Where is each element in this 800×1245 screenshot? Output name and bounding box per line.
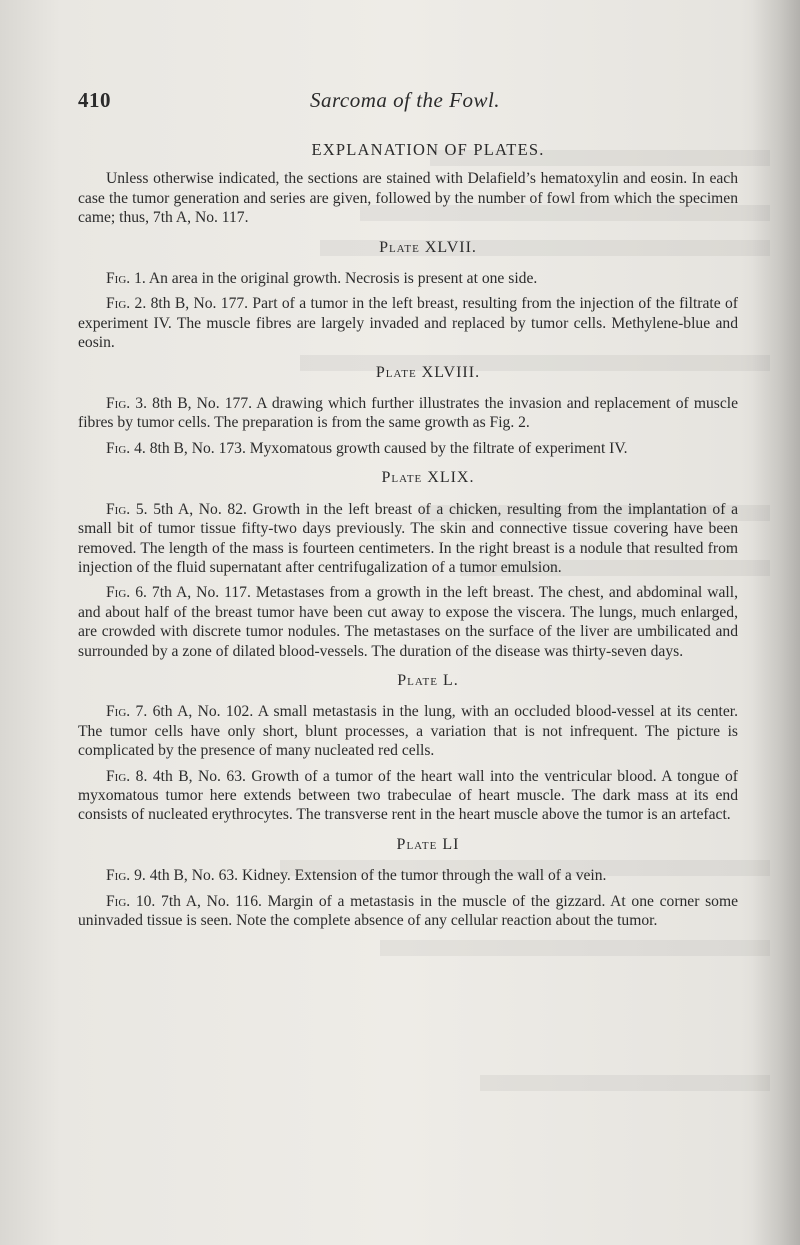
figure-label: Fig. 6. [106, 584, 147, 602]
figure-caption [78, 294, 738, 352]
figure-caption [78, 866, 738, 885]
figure-caption [78, 500, 738, 578]
intro-paragraph: Unless otherwise indicated, the sections are stained with Delafield’s hematoxylin and eosin. In each case the tumor generation and series are given, followed by the number of fowl from which the specimen came; thus, 7th A, No. 117. [78, 170, 738, 227]
figure-text: 8th B, No. 177. A drawing which further illustrates the invasion and replacement of muscle fibres by tumor cells. The preparation is from the same growth as Fig. 2. [78, 395, 739, 432]
figure-label: Fig. 10. [106, 892, 156, 910]
figure-label: Fig. 1. [106, 270, 146, 288]
figure-caption [78, 583, 738, 661]
figure-text: 5th A, No. 82. Growth in the left breast of a chicken, resulting from the implantation of a small bit of tumor tissue fifty-two days previously. The skin and connective tissue covering have been removed. The length of the mass is fourteen centimeters. In the right breast is a nodule that resulted from injection of the fluid supernatant after centrifugalization of a tumor emulsion. [78, 500, 738, 576]
plate-heading-xlviii: Plate XLVIII. [375, 363, 481, 381]
plate-heading-li: Plate LI [396, 835, 460, 853]
figure-text: An area in the original growth. Necrosis is present at one side. [148, 270, 538, 288]
figure-text: 8th B, No. 173. Myxomatous growth caused by the filtrate of experiment IV. [149, 439, 628, 457]
figure-text: 8th B, No. 177. Part of a tumor in the left breast, resulting from the injection of the filtrate of experiment IV. The muscle fibres are largely invaded and replaced by tumor cells. Methylene-blue and eosin. [78, 295, 738, 352]
page-number: 410 [78, 88, 111, 112]
figure-caption [78, 767, 738, 825]
figure-caption [78, 439, 738, 458]
figure-label: Fig. 8. [106, 767, 148, 785]
running-head [78, 88, 738, 118]
binding-shadow [752, 0, 800, 1245]
figure-text: 7th A, No. 117. Metastases from a growth in the left breast. The chest, and abdominal wall, and about half of the breast tumor have been cut away to expose the viscera. The lungs, much enlarged, are crowded with discrete tumor nodules. The metastases on the surface of the liver are umbilicated and surrounded by a zone of dilated blood-vessels. The duration of the disease was thirty-seven days. [78, 584, 738, 660]
running-title: Sarcoma of the Fowl. [310, 88, 501, 112]
figure-text: 4th B, No. 63. Growth of a tumor of the heart wall into the ventricular blood. A tongue of myxomatous tumor here extends between two trabeculae of heart muscle. The dark mass at its end consists of nucleated erythrocytes. The transverse rent in the heart muscle above the tumor is an artefact. [78, 767, 738, 824]
figure-text: 7th A, No. 116. Margin of a metastasis in the muscle of the gizzard. At one corner some uninvaded tissue is seen. Note the complete absence of any cellular reaction about the tumor. [78, 892, 738, 929]
main-text [78, 140, 738, 936]
plate-heading-l: Plate L. [397, 671, 459, 689]
figure-label: Fig. 4. [106, 439, 146, 457]
figure-text: 6th A, No. 102. A small metastasis in the lung, with an occluded blood-vessel at its center. The tumor cells have only short, blunt processes, a variation that is not infrequent. The picture is complicated by the presence of many nucleated red cells. [78, 703, 738, 760]
plate-heading-xlix: Plate XLIX. [381, 469, 475, 487]
section-heading: EXPLANATION OF PLATES. [311, 140, 545, 159]
figure-label: Fig. 5. [106, 500, 148, 518]
figure-label: Fig. 9. [106, 867, 146, 885]
figure-caption [78, 892, 738, 931]
figure-label: Fig. 7. [106, 703, 148, 721]
figure-label: Fig. 3. [106, 395, 148, 413]
figure-text: 4th B, No. 63. Kidney. Extension of the tumor through the wall of a vein. [149, 867, 607, 885]
figure-caption [78, 702, 738, 760]
figure-label: Fig. 2. [106, 295, 147, 313]
plate-heading-xlvii: Plate XLVII. [379, 238, 477, 256]
figure-caption [78, 394, 738, 433]
figure-caption [78, 269, 738, 288]
